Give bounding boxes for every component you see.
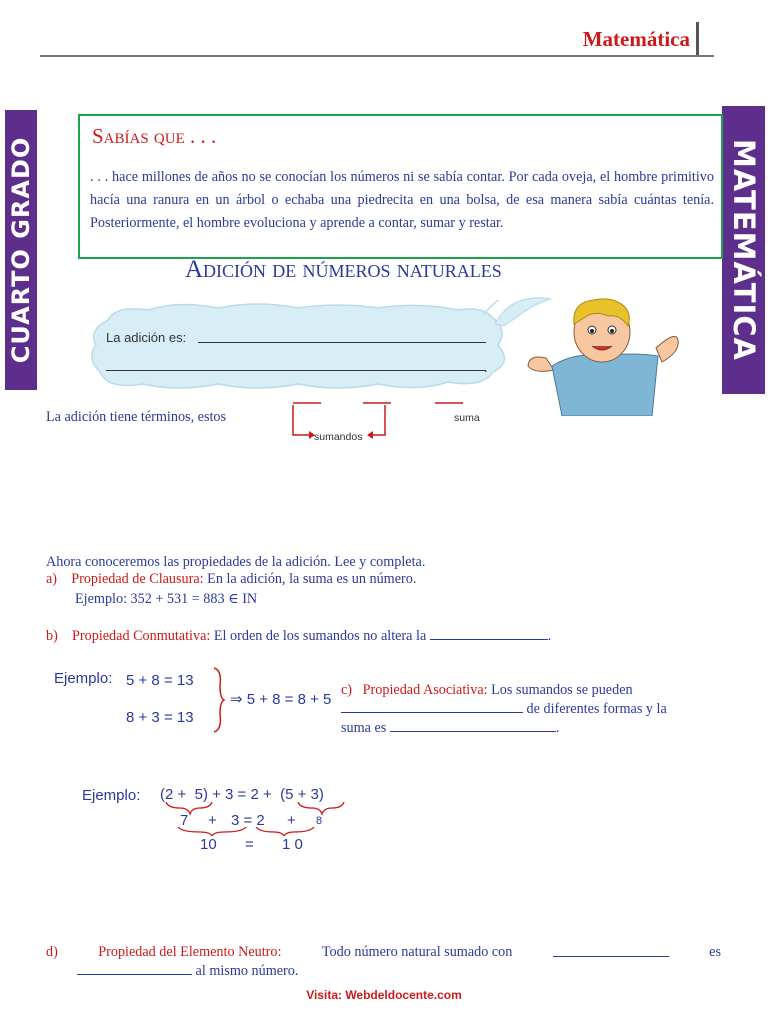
suma-label: suma: [454, 412, 480, 424]
example-b-line2: 8 + 3 = 13: [126, 709, 194, 726]
property-a-name: Propiedad de Clausura:: [71, 571, 204, 587]
side-banner-subject-text: MATEMÁTICA: [726, 139, 761, 361]
property-a-example: Ejemplo: 352 + 531 = 883 ∈ IN: [75, 591, 258, 607]
property-c-letter: c): [341, 682, 353, 698]
property-conmutativa: [46, 627, 551, 645]
property-d-text1: Todo número natural sumado con: [321, 944, 513, 960]
header-divider: [696, 22, 699, 56]
definition-blank-1[interactable]: [198, 342, 486, 343]
property-d-name: Propiedad del Elemento Neutro:: [98, 944, 282, 960]
property-c-blank-1[interactable]: [341, 700, 523, 713]
example-c-row3-c: 1 0: [282, 836, 303, 853]
property-b-text: El orden de los sumandos no altera la: [213, 628, 427, 644]
property-c-end: .: [555, 720, 560, 736]
definition-blank-2[interactable]: [106, 370, 486, 371]
property-c-text3: suma es: [341, 720, 387, 736]
property-b-blank[interactable]: [430, 627, 548, 640]
cloud-label: La adición es:: [106, 330, 187, 345]
property-d-letter: d): [46, 944, 58, 960]
terms-sentence: La adición tiene términos, estos: [46, 409, 227, 425]
property-c-name: Propiedad Asociativa:: [362, 682, 488, 698]
side-banner-grade: [5, 110, 37, 390]
property-c-line2: [341, 700, 667, 718]
example-c-row3-b: =: [245, 836, 254, 853]
property-b-name: Propiedad Conmutativa:: [72, 628, 211, 644]
page-title: Adición de números naturales: [185, 256, 502, 283]
property-clausura: [46, 571, 416, 588]
cloud-end-period: .: [484, 360, 488, 375]
example-c-row2-d: +: [287, 812, 296, 829]
example-b-label: Ejemplo:: [54, 670, 113, 687]
sabias-que-box: [78, 114, 723, 259]
example-b-result: ⇒ 5 + 8 = 8 + 5: [230, 691, 332, 708]
example-c-line1: (2 + 5) + 3 = 2 + (5 + 3): [160, 786, 324, 803]
example-b-line1: 5 + 8 = 13: [126, 672, 194, 689]
property-a-letter: a): [46, 571, 58, 587]
property-d-text3: al mismo número.: [195, 963, 299, 979]
sumandos-label: sumandos: [314, 431, 363, 443]
property-b-letter: b): [46, 628, 58, 644]
property-c-text2: de diferentes formas y la: [526, 701, 667, 717]
example-c-row2-e: 8: [316, 815, 323, 827]
property-c-line3: [341, 719, 559, 737]
example-c-label: Ejemplo:: [82, 787, 141, 804]
header-title: Matemática: [582, 27, 690, 51]
header-rule: [40, 55, 714, 57]
sabias-que-title: Sabías que . . .: [92, 124, 217, 148]
boy-cartoon-illustration: [524, 296, 684, 416]
side-banner-grade-text: CUARTO GRADO: [7, 136, 35, 364]
side-banner-subject: [722, 106, 765, 394]
speech-cloud-illustration: [88, 300, 513, 390]
property-asociativa: [341, 682, 633, 699]
property-c-blank-2[interactable]: [390, 719, 556, 732]
example-c-row2-a: 7: [180, 812, 189, 829]
sabias-que-text: . . . hace millones de años no se conocían los números ni se sabía contar. Por cada oveja, el hombre primitivo hacía una ranura en un árbol o echaba una piedrecita en una bolsa, de esa manera sabía cuántas tenía. Posteriormente, el hombre evoluciona y aprende a contar, sumar y restar.: [90, 169, 714, 231]
example-c-row2-b: +: [208, 812, 217, 829]
property-d-blank-1[interactable]: [553, 944, 669, 957]
property-d-line2: [77, 962, 298, 980]
footer-link[interactable]: Visita: Webdeldocente.com: [306, 988, 462, 1002]
property-a-text: En la adición, la suma es un número.: [207, 571, 417, 587]
example-c-row2-c: 3 = 2: [231, 812, 265, 829]
example-c-row3-a: 10: [200, 836, 217, 853]
property-c-text1: Los sumandos se pueden: [491, 682, 633, 698]
property-d-blank-2[interactable]: [77, 962, 192, 975]
example-b-brace: [212, 666, 226, 734]
property-elemento-neutro: [46, 944, 721, 961]
property-b-end: .: [547, 628, 552, 644]
properties-intro: Ahora conoceremos las propiedades de la adición. Lee y completa.: [46, 554, 426, 570]
property-d-text2: es: [709, 944, 721, 960]
